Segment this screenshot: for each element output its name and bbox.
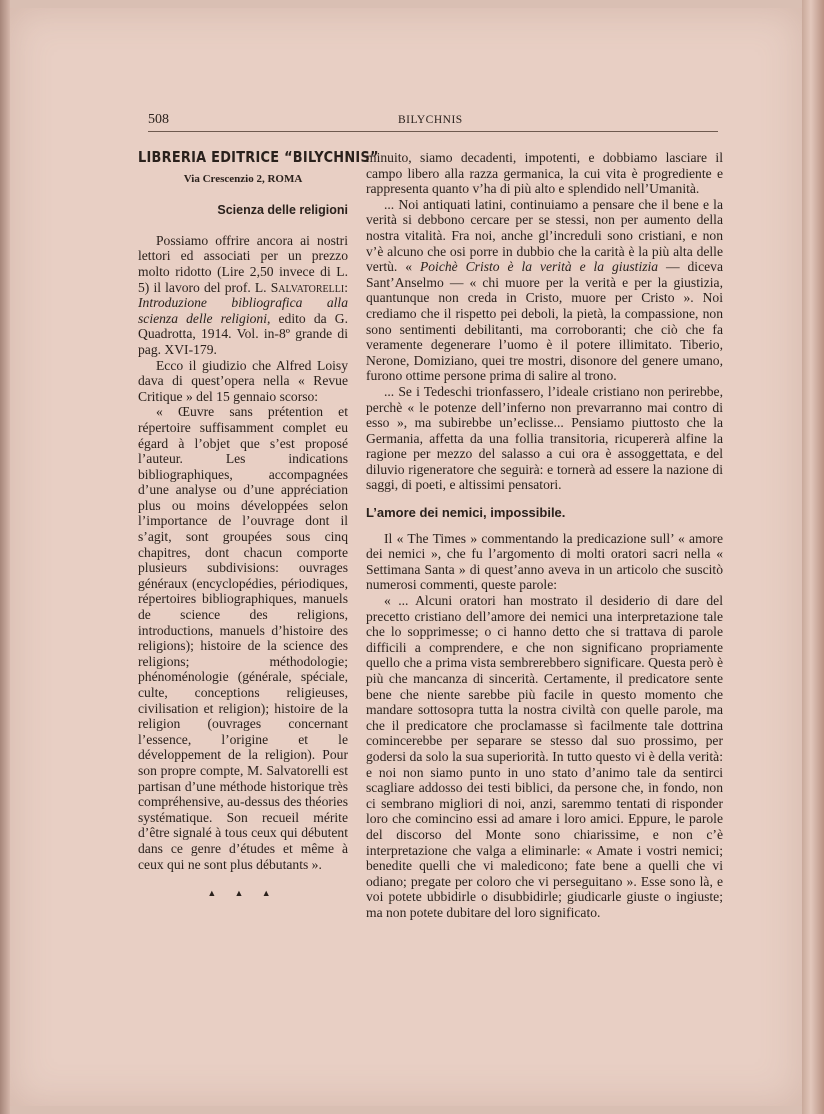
publisher-title: LIBRERIA EDITRICE “BILYCHNIS” bbox=[138, 148, 379, 166]
running-title: BILYCHNIS bbox=[398, 114, 463, 126]
times-paragraph: Il « The Times » commentando la predicazione sull’ « amore dei nemici », che fu l’argomento di molti oratori sacri nella « Settimana Santa » di quest’anno aveva in un articolo che suscitò numerosi commenti, queste parole: bbox=[366, 530, 723, 593]
page-number: 508 bbox=[148, 112, 169, 127]
header-rule bbox=[148, 131, 718, 132]
next-page-edge bbox=[802, 0, 824, 1114]
left-column bbox=[138, 148, 379, 902]
offer-text-b: , edito da G. Quadrotta, 1914. Vol. in-8º grande di pag. XVI-179. bbox=[138, 310, 348, 357]
loisy-intro-paragraph: Ecco il giudizio che Alfred Loisy dava di quest’opera nella « Revue Critique » del 15 gennaio scorso: bbox=[138, 357, 348, 404]
right-column bbox=[366, 150, 723, 921]
book-gutter bbox=[0, 0, 10, 1114]
publisher-address: Via Crescenzio 2, ROMA bbox=[183, 172, 303, 185]
latini-paragraph bbox=[366, 197, 723, 384]
author-name: Salvatorelli bbox=[270, 279, 345, 295]
section-heading-nemici: L’amore dei nemici, impossibile. bbox=[366, 505, 566, 521]
book-title: Introduzione bibliografica alla scienza delle religioni bbox=[138, 295, 348, 326]
section-ornament: ▲ ▲ ▲ bbox=[207, 888, 279, 899]
continued-paragraph: minuito, siamo decadenti, impotenti, e dobbiamo lasciare il campo libero alla razza germanica, la cui vita è progrediente e rappresenta quanto v’ha di più alto e splendido nell’Umanità. bbox=[366, 150, 723, 197]
section-heading-religions: Scienza delle religioni bbox=[217, 203, 348, 218]
offer-text-a: Possiamo offrire ancora ai nostri lettori ed associati per un prezzo molto ridotto (Lire 2,50 invece di L. 5) il lavoro del prof. L. bbox=[138, 232, 348, 295]
loisy-quote-paragraph: « Œuvre sans prétention et répertoire suffisamment complet eu égard à l’objet que s’est proposé l’auteur. Les indications bibliographiques, accompagnées d’une analyse ou d’une appréciation plus ou moins développées selon l’importance de l’ouvrage dont il s’agit, sont groupées sous cinq chapitres, dont chacun comporte plusieurs subdivisions: ouvrages généraux (encyclopédies, périodiques, répertoires bibliographiques, manuels de science des religions, introductions, manuels d’histoire des religions); histoire de la science des religions; méthodologie; phénoménologie (générale, spéciale, culte, conceptions religieuses, civilisation et religion); histoire de la religion (ouvrages concernant l’essence, l’origine et le développement de la religion). Pour son propre compte, M. Salvatorelli est partisan d’une méthode historique très compréhensive, au-dessus des théories systématique. Son recueil mérite d’être signalé à tous ceux qui débutent dans ce genre d’études et même à ceux qui ne sont plus débutants ». bbox=[138, 404, 348, 872]
latini-text-b: — diceva Sant’Anselmo — « chi muore per la verità e per la giustizia, quantunque non creda in Cristo, muore per Cristo ». Noi crediamo che il rispetto pei deboli, la pietà, la compassione, non sono sentimenti debilitanti, ma corroboranti; che ciò che fa veramente degenerare l’uomo è il potere illimitato. Tiberio, Nerone, Domiziano, quei tre mostri, disonore del genere umano, furono ottime persone prima di salire al trono. bbox=[366, 259, 723, 384]
offer-paragraph bbox=[138, 233, 348, 358]
times-quote-paragraph: « ... Alcuni oratori han mostrato il desiderio di dare del precetto cristiano dell’amore dei nemici una interpretazione tale che lo sopprimesse; o ci hanno detto che si trattava di parole difficili a comprendere, e che non significano propriamente quello che a prima vista sembrerebbero significare. Questa però è più che mancanza di sincerità. Certamente, il predicatore sente bene che niente sarebbe più facile in questo momento che mandare sottosopra tutta la nostra civiltà con quelle parole, ma che il predicatore che proclamasse sì facilmente tale dottrina comincerebbe per separare se stesso dal suo prossimo, per godersi da solo la sua superiorità. In tutto questo vi è della verità: e noi non siamo punto in uno stato d’animo tale da sentirci scagliare addosso dei testi biblici, da persone che, in fondo, non ci sembrano migliori di noi, anzi, saremmo tentati di risponder loro che comincino essi ad amare i loro amici. Eppure, le parole del discorso del Monte sono chiarissime, e non c’è interpretazione che valga a eliminarle: « Amate i vostri nemici; benedite quelli che vi maledicono; fate bene a quelli che vi odiano; pregate per coloro che vi perseguitano ». Esse sono là, e voi potete ubbidirle o disubbidirle; giudicarle giuste o ingiuste; ma non potete dubitare del loro significato. bbox=[366, 593, 723, 920]
anselm-quote: Poichè Cristo è la verità e la giustizia bbox=[419, 259, 659, 275]
latini-text-a: ... Noi antiquati latini, continuiamo a pensare che il bene e la verità si debbono cercare per se stessi, non per aumento della nostra vitalità. Fra noi, anche gl’increduli sono cristiani, e non v’è alcuno che osi porre in dubbio che la carità è la più alta delle vertù. « bbox=[366, 196, 723, 275]
tedeschi-paragraph: ... Se i Tedeschi trionfassero, l’ideale cristiano non perirebbe, perchè « le potenze dell’inferno non prevarranno mai contro di esso », ma subirebbe un’eclisse... Pensiamo piuttosto che la Germania, affetta da una follia transitoria, ricupererà alfine la ragione per mezzo del salasso a cui ora è assoggettata, e del diluvio rigeneratore che seguirà: e tornerà ad essere la nazione di saggi, di poeti, e altissimi pensatori. bbox=[366, 383, 723, 493]
offer-colon: : bbox=[344, 279, 348, 295]
